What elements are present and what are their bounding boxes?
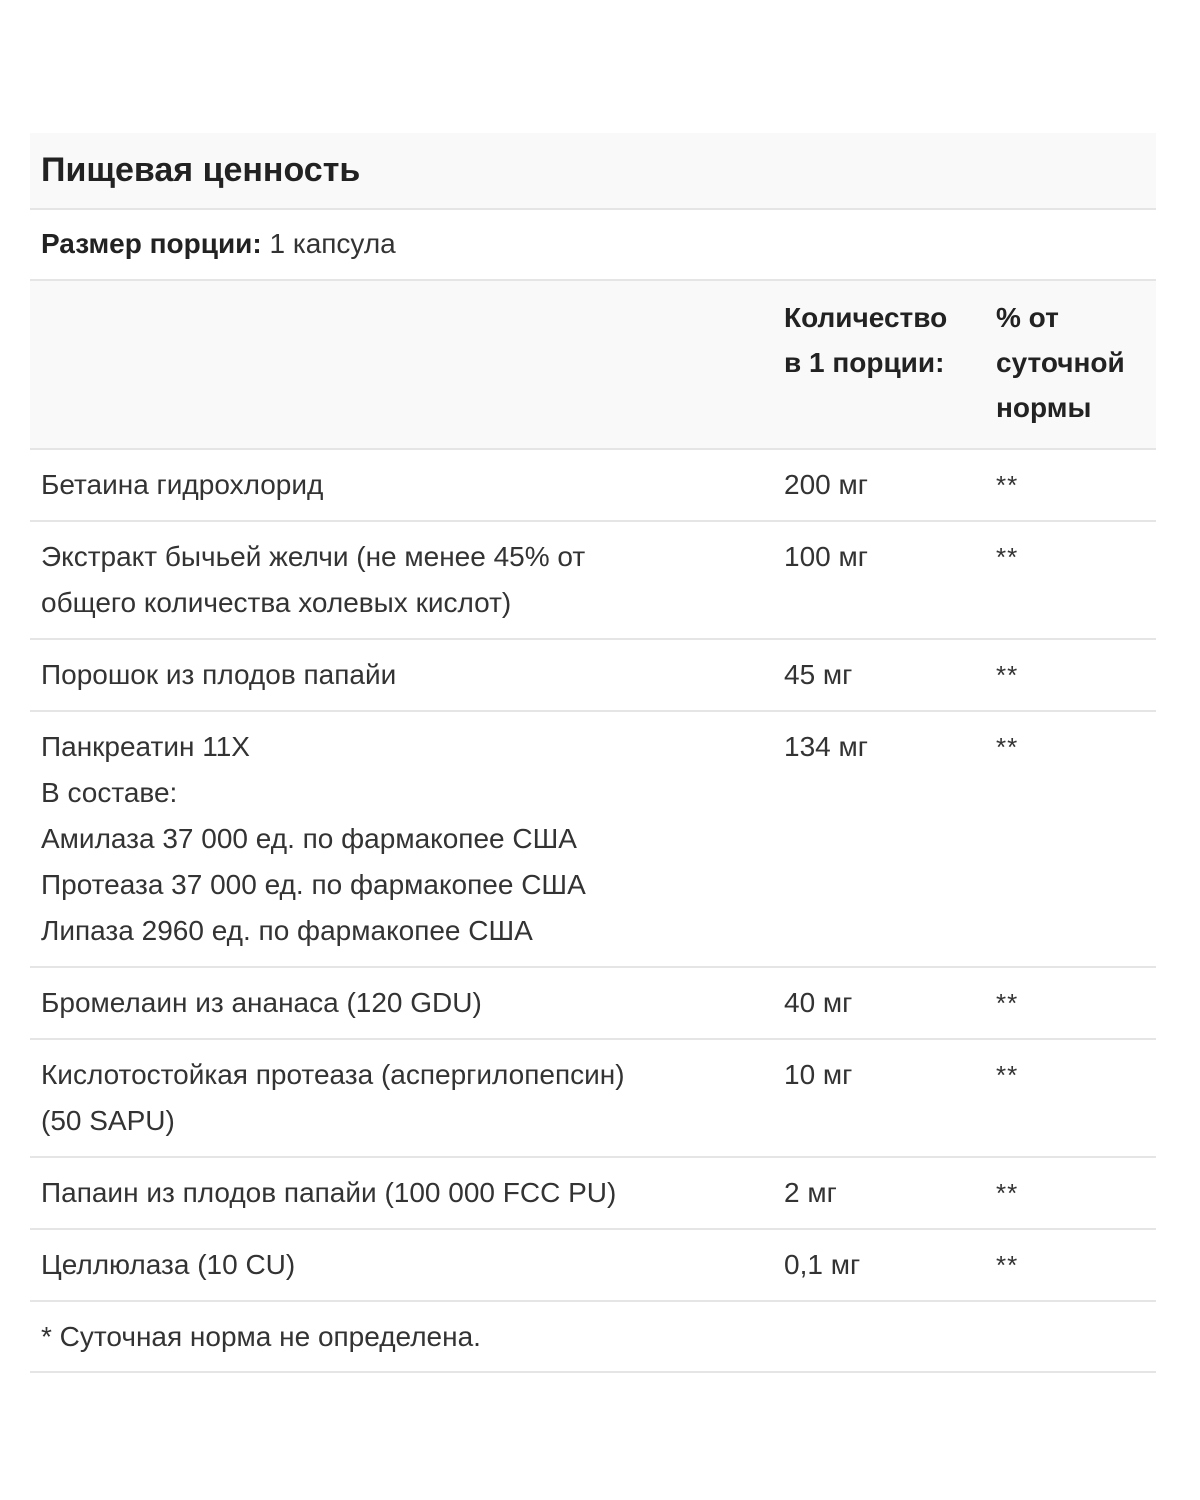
ingredient-name-line: Папаин из плодов папайи (100 000 FCC PU): [41, 1177, 617, 1208]
ingredient-amount: 0,1 мг: [784, 1249, 861, 1280]
ingredient-amount: 134 мг: [784, 731, 868, 762]
ingredient-name-line: Липаза 2960 ед. по фармакопее США: [41, 915, 533, 946]
table-body: [30, 450, 1156, 1302]
ingredient-daily-value: **: [996, 1178, 1019, 1208]
nutrition-facts-panel: [30, 133, 1156, 1373]
ingredient-name-line: общего количества холевых кислот): [41, 587, 512, 618]
table-row: [30, 968, 1156, 1040]
header-name: [30, 295, 784, 430]
header-amount-line: Количество: [784, 302, 948, 333]
ingredient-name: [30, 652, 784, 698]
ingredient-name-line: Целлюлаза (10 CU): [41, 1249, 296, 1280]
header-amount-line: в 1 порции:: [784, 347, 945, 378]
ingredient-daily-value: **: [996, 470, 1019, 500]
ingredient-name-line: Порошок из плодов папайи: [41, 659, 397, 690]
ingredient-name: [30, 1052, 784, 1144]
ingredient-daily-value: **: [996, 1060, 1019, 1090]
ingredient-name-line: Амилаза 37 000 ед. по фармакопее США: [41, 823, 577, 854]
ingredient-amount: 100 мг: [784, 541, 868, 572]
header-dv-line: % от: [996, 302, 1059, 333]
serving-size-label: Размер порции:: [41, 228, 262, 259]
serving-size-row: [30, 210, 1156, 281]
ingredient-name-line: В составе:: [41, 777, 178, 808]
table-row: [30, 712, 1156, 968]
ingredient-name: [30, 980, 784, 1026]
table-row: [30, 522, 1156, 640]
table-row: [30, 450, 1156, 522]
ingredient-amount: 200 мг: [784, 469, 868, 500]
ingredient-daily-value: **: [996, 542, 1019, 572]
table-row: [30, 640, 1156, 712]
ingredient-name: [30, 534, 784, 626]
ingredient-name-line: Протеаза 37 000 ед. по фармакопее США: [41, 869, 586, 900]
header-daily-value: [996, 295, 1156, 430]
header-dv-line: суточной: [996, 347, 1125, 378]
ingredient-amount: 2 мг: [784, 1177, 837, 1208]
table-row: [30, 1230, 1156, 1302]
ingredient-daily-value: **: [996, 660, 1019, 690]
ingredient-name-line: Бетаина гидрохлорид: [41, 469, 324, 500]
ingredient-name-line: (50 SAPU): [41, 1105, 175, 1136]
footnote: * Суточная норма не определена.: [30, 1302, 1156, 1373]
ingredient-amount: 10 мг: [784, 1059, 853, 1090]
ingredient-daily-value: **: [996, 732, 1019, 762]
ingredient-name: [30, 1170, 784, 1216]
ingredient-name-line: Панкреатин 11X: [41, 731, 250, 762]
page-title: Пищевая ценность: [41, 151, 361, 189]
ingredient-daily-value: **: [996, 1250, 1019, 1280]
table-row: [30, 1040, 1156, 1158]
table-header: [30, 281, 1156, 450]
ingredient-name-line: Кислотостойкая протеаза (аспергилопепсин): [41, 1059, 625, 1090]
header-dv-line: нормы: [996, 392, 1092, 423]
ingredient-amount: 40 мг: [784, 987, 853, 1018]
header-amount: [784, 295, 996, 430]
title-row: [30, 133, 1156, 210]
ingredient-name: [30, 1242, 784, 1288]
ingredient-daily-value: **: [996, 988, 1019, 1018]
ingredient-amount: 45 мг: [784, 659, 853, 690]
ingredient-name-line: Экстракт бычьей желчи (не менее 45% от: [41, 541, 586, 572]
serving-size-value: 1 капсула: [261, 228, 396, 259]
table-row: [30, 1158, 1156, 1230]
ingredient-name: [30, 462, 784, 508]
ingredient-name: [30, 724, 784, 954]
ingredient-name-line: Бромелаин из ананаса (120 GDU): [41, 987, 482, 1018]
